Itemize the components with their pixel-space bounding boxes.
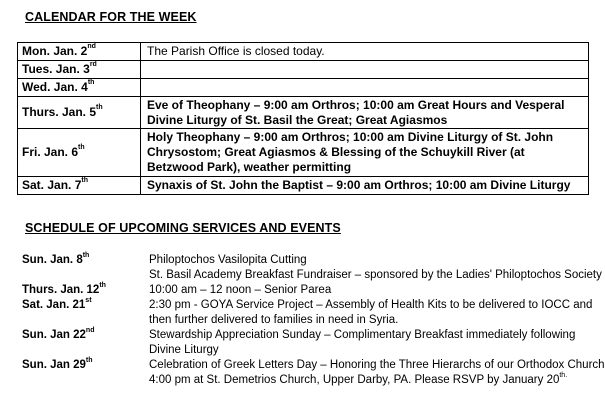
day-suffix: nd xyxy=(85,327,95,334)
schedule-row xyxy=(22,283,592,298)
day-suffix: th xyxy=(82,252,90,259)
day-suffix: nd xyxy=(87,43,96,50)
day-suffix: th xyxy=(96,104,103,111)
schedule-day-label: Sun. Jan. 8 xyxy=(22,254,83,266)
day-suffix: th xyxy=(78,144,85,151)
day-suffix: th xyxy=(87,79,95,86)
calendar-row xyxy=(18,43,589,61)
schedule-row xyxy=(22,357,605,388)
schedule-day xyxy=(22,328,149,358)
calendar-heading: CALENDAR FOR THE WEEK xyxy=(25,10,197,24)
schedule-line: St. Basil Academy Breakfast Fundraiser – sponsored by the Ladies' Philoptochos Society xyxy=(149,269,602,281)
calendar-event: Eve of Theophany – 9:00 am Orthros; 10:00 am Great Hours and Vesperal Divine Liturgy of St. Basil the Great; Great Agiasmos xyxy=(141,97,589,129)
schedule-line xyxy=(149,373,605,388)
schedule-day-label: Sun. Jan 29 xyxy=(22,359,86,371)
calendar-table xyxy=(17,42,589,195)
calendar-event xyxy=(141,79,589,97)
schedule-day-label: Sat. Jan. 21 xyxy=(22,299,86,311)
schedule-description xyxy=(149,283,592,298)
day-suffix: th xyxy=(81,177,88,184)
calendar-row xyxy=(18,97,589,129)
schedule-row xyxy=(22,298,592,328)
calendar-day xyxy=(18,129,141,177)
calendar-day xyxy=(18,97,141,129)
calendar-day xyxy=(18,177,141,195)
schedule-line: 10:00 am – 12 noon – Senior Parea xyxy=(149,284,332,296)
schedule-row xyxy=(22,252,602,283)
schedule-description xyxy=(149,328,592,358)
schedule-day xyxy=(22,283,149,298)
schedule-day xyxy=(22,358,149,388)
schedule-description xyxy=(149,253,602,283)
schedule-line-text: 4:00 pm at St. Demetrios Church, Upper Darby, PA. Please RSVP by January 20 xyxy=(149,374,560,386)
calendar-day-label: Tues. Jan. 3 xyxy=(22,62,90,76)
calendar-day xyxy=(18,61,141,79)
schedule-line: Philoptochos Vasilopita Cutting xyxy=(149,254,307,266)
day-suffix: st xyxy=(85,297,92,304)
schedule-line: 2:30 pm - GOYA Service Project – Assembly of Health Kits to be delivered to IOCC and xyxy=(149,299,593,311)
calendar-day-label: Sat. Jan. 7 xyxy=(22,178,82,192)
schedule-list xyxy=(22,252,605,388)
calendar-day xyxy=(18,43,141,61)
calendar-event: Holy Theophany – 9:00 am Orthros; 10:00 am Divine Liturgy of St. John Chrysostom; Great Agiasmos & Blessing of the Schuykill River (at Betzwood Park), weather permitting xyxy=(141,129,589,177)
schedule-description xyxy=(149,298,592,328)
schedule-line: Celebration of Greek Letters Day – Honoring the Three Hierarchs of our Orthodox Church xyxy=(149,359,605,371)
calendar-event: The Parish Office is closed today. xyxy=(141,43,589,61)
calendar-event xyxy=(141,61,589,79)
calendar-day-label: Mon. Jan. 2 xyxy=(22,44,88,58)
day-suffix: th xyxy=(99,282,106,289)
calendar-day xyxy=(18,79,141,97)
schedule-row xyxy=(22,328,592,358)
schedule-day xyxy=(22,298,149,328)
schedule-heading: SCHEDULE OF UPCOMING SERVICES AND EVENTS xyxy=(25,221,341,235)
calendar-event: Synaxis of St. John the Baptist – 9:00 am Orthros; 10:00 am Divine Liturgy xyxy=(141,177,589,195)
schedule-line: Divine Liturgy xyxy=(149,344,219,356)
calendar-day-label: Thurs. Jan. 5 xyxy=(22,105,97,119)
day-suffix: th xyxy=(85,357,93,364)
schedule-line: Stewardship Appreciation Sunday – Complimentary Breakfast immediately following xyxy=(149,329,576,341)
calendar-row xyxy=(18,61,589,79)
date-suffix: th. xyxy=(559,372,568,379)
schedule-day-label: Thurs. Jan. 12 xyxy=(22,284,100,296)
day-suffix: rd xyxy=(89,61,97,68)
schedule-line: then further delivered to families in need in Syria. xyxy=(149,314,399,326)
calendar-row xyxy=(18,79,589,97)
schedule-day xyxy=(22,253,149,283)
schedule-description xyxy=(149,358,605,388)
calendar-row xyxy=(18,177,589,195)
calendar-row xyxy=(18,129,589,177)
calendar-day-label: Fri. Jan. 6 xyxy=(22,145,79,159)
schedule-day-label: Sun. Jan 22 xyxy=(22,329,86,341)
calendar-day-label: Wed. Jan. 4 xyxy=(22,80,88,94)
